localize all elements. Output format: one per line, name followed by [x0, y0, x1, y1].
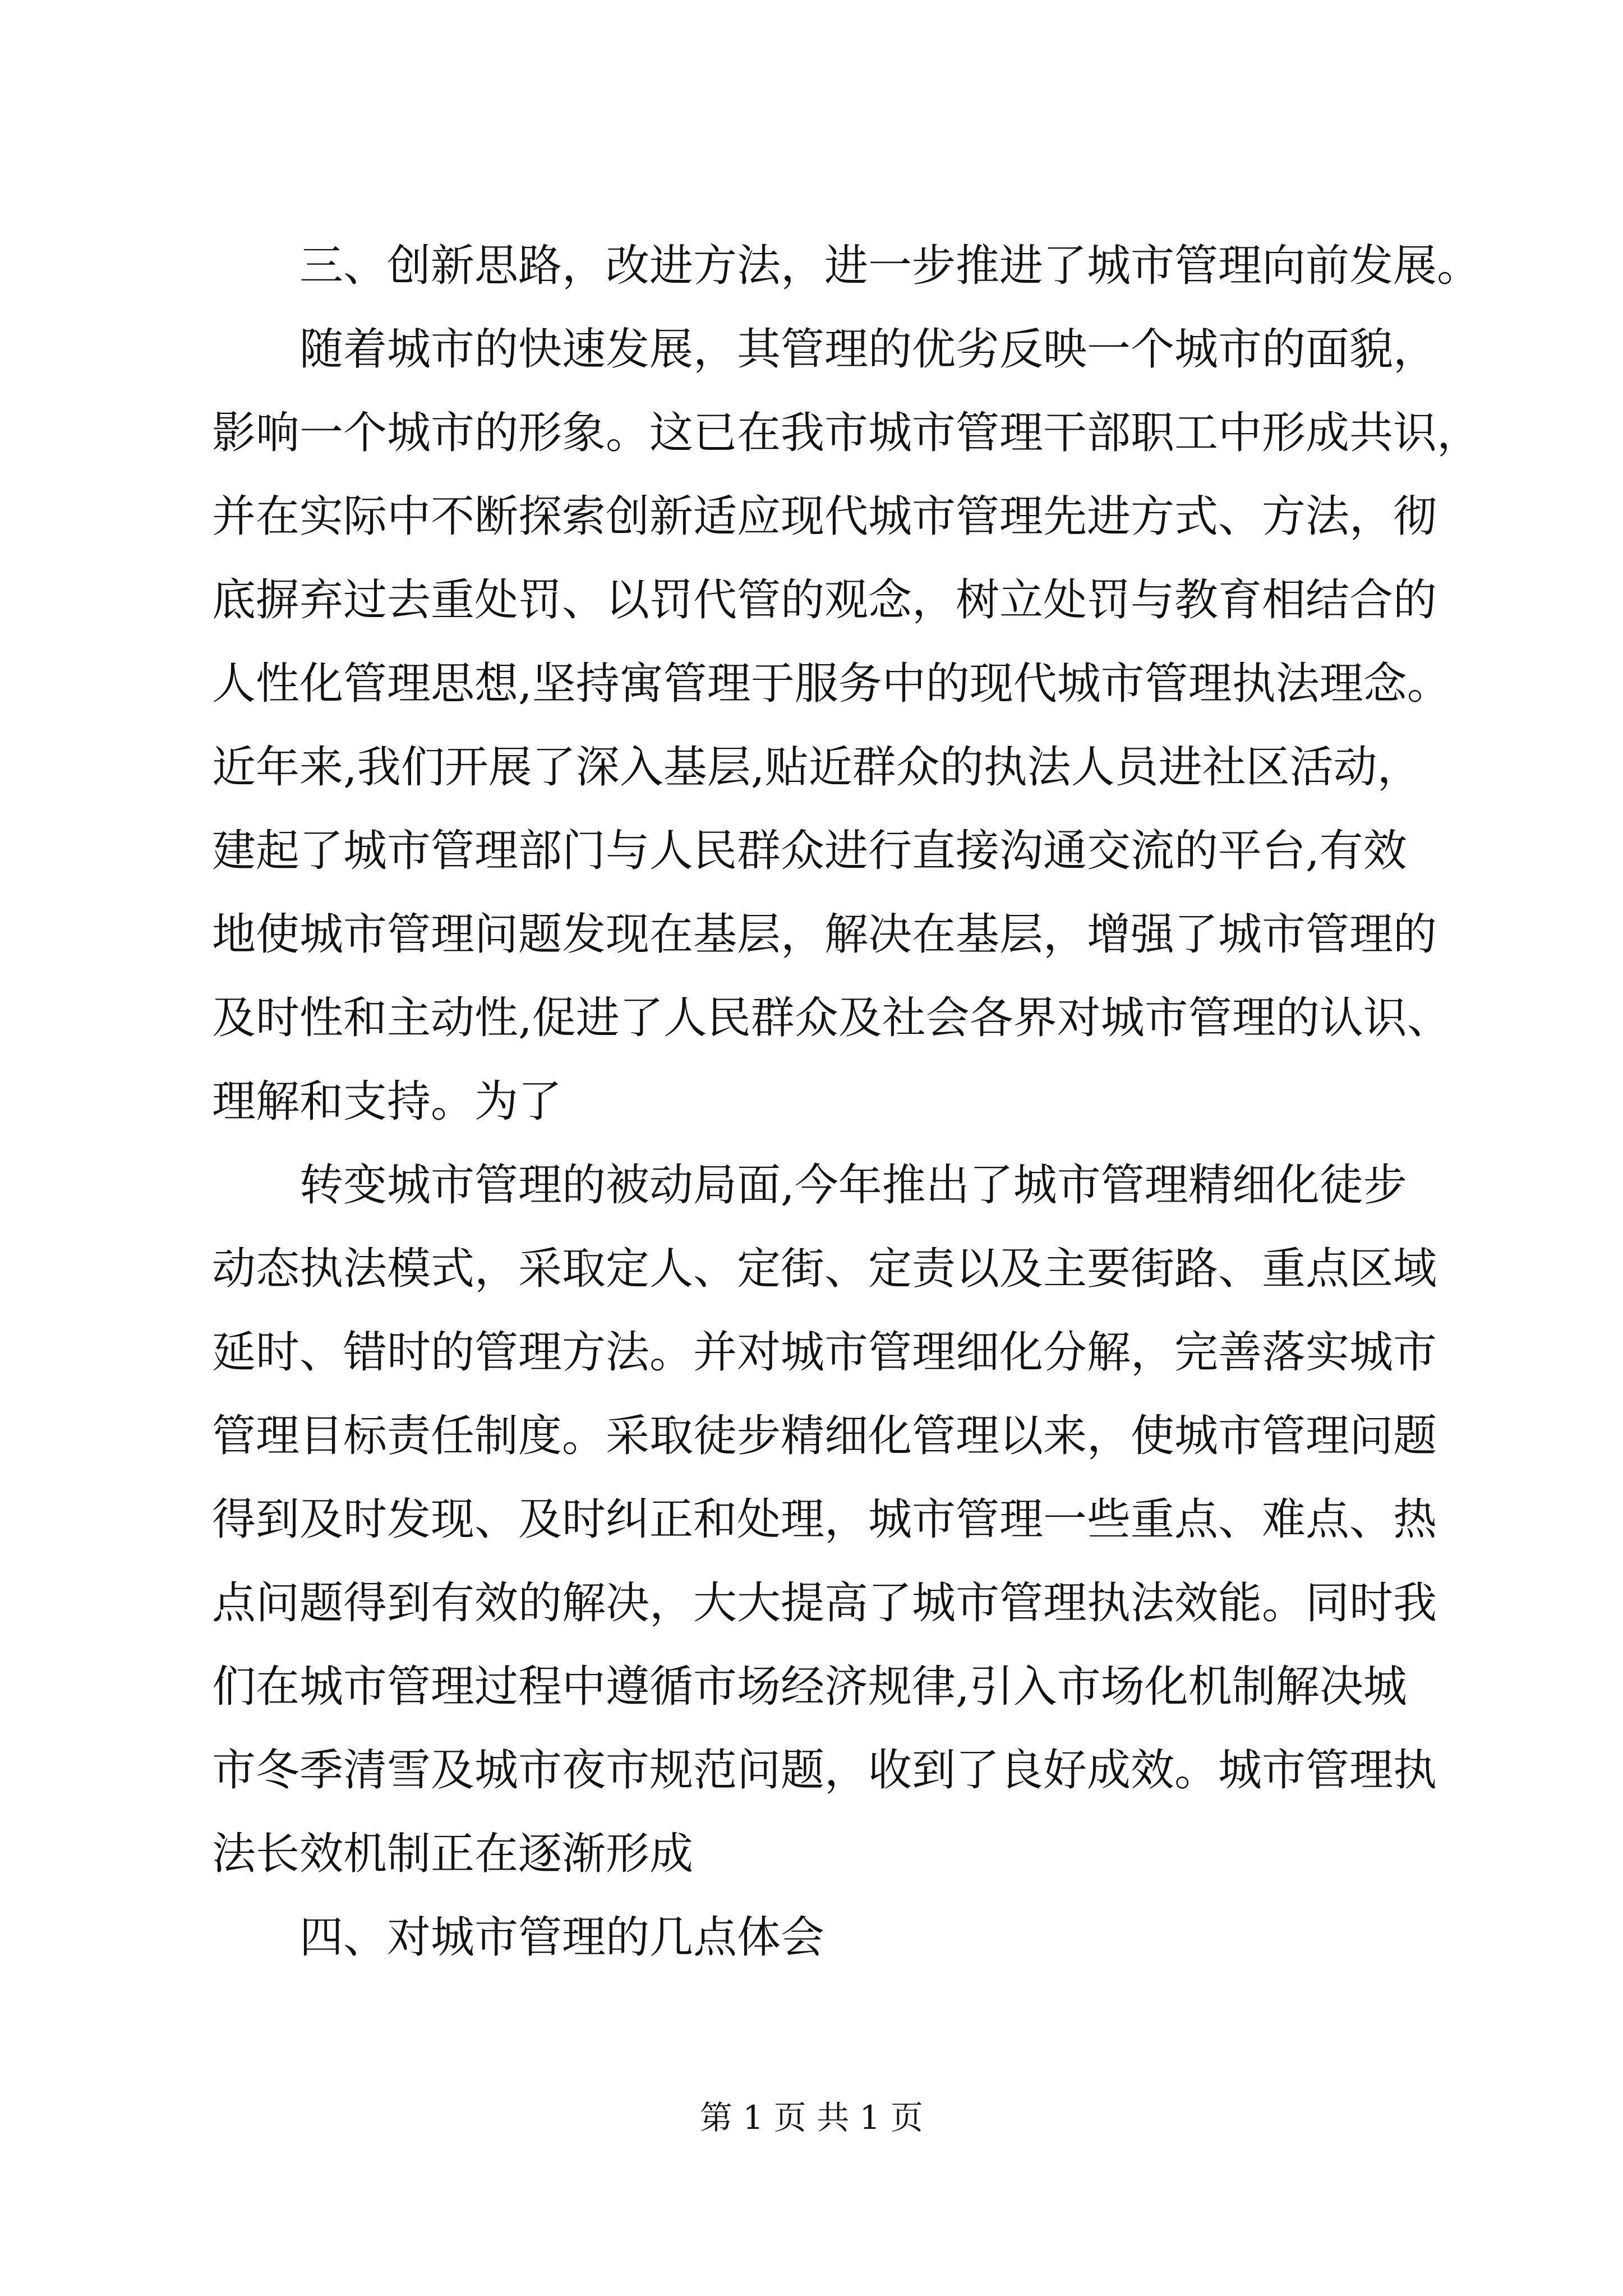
page-number-label: 第 1 页 共 1 页	[700, 2099, 923, 2137]
page-footer	[0, 2095, 1623, 2140]
paragraph-1	[212, 308, 1481, 1144]
text-line: 地使城市管理问题发现在基层，解决在基层，增强了城市管理的	[212, 909, 1437, 960]
section-heading-3	[212, 224, 1481, 308]
text-line: 管理目标责任制度。采取徒步精细化管理以来，使城市管理问题	[212, 1411, 1437, 1461]
text-line: 人性化管理思想,坚持寓管理于服务中的现代城市管理执法理念。	[212, 659, 1451, 709]
section-heading-4	[212, 1896, 1465, 1980]
text-line: 影响一个城市的形象。这已在我市城市管理干部职工中形成共识，	[212, 408, 1481, 458]
paragraph-2	[212, 1144, 1465, 1896]
text-line: 延时、错时的管理方法。并对城市管理细化分解，完善落实城市	[212, 1327, 1437, 1378]
text-line: 并在实际中不断探索创新适应现代城市管理先进方式、方法，彻	[212, 491, 1437, 542]
text-line: 转变城市管理的被动局面,今年推出了城市管理精细化徒步	[299, 1160, 1407, 1211]
text-line: 近年来,我们开展了深入基层,贴近群众的执法人员进社区活动，	[212, 742, 1421, 793]
text-line: 点问题得到有效的解决，大大提高了城市管理执法效能。同时我	[212, 1578, 1437, 1628]
text-line: 动态执法模式，采取定人、定街、定责以及主要街路、重点区域	[212, 1244, 1437, 1294]
text-line: 市冬季清雪及城市夜市规范问题，收到了良好成效。城市管理执	[212, 1745, 1437, 1796]
text-line: 建起了城市管理部门与人民群众进行直接沟通交流的平台,有效	[212, 826, 1407, 876]
document-body	[212, 224, 1481, 1980]
text-line: 理解和支持。为了	[212, 1076, 562, 1127]
text-line: 随着城市的快速发展，其管理的优劣反映一个城市的面貌，	[299, 324, 1437, 375]
text-line: 四、对城市管理的几点体会	[299, 1912, 825, 1963]
text-line: 法长效机制正在逐渐形成	[212, 1829, 694, 1879]
text-line: 及时性和主动性,促进了人民群众及社会各界对城市管理的认识、	[212, 993, 1451, 1043]
text-line: 底摒弃过去重处罚、以罚代管的观念，树立处罚与教育相结合的	[212, 575, 1437, 625]
text-line: 得到及时发现、及时纠正和处理，城市管理一些重点、难点、热	[212, 1494, 1437, 1545]
text-line: 们在城市管理过程中遵循市场经济规律,引入市场化机制解决城	[212, 1662, 1407, 1712]
text-line: 三、创新思路，改进方法，进一步推进了城市管理向前发展。	[299, 241, 1481, 291]
